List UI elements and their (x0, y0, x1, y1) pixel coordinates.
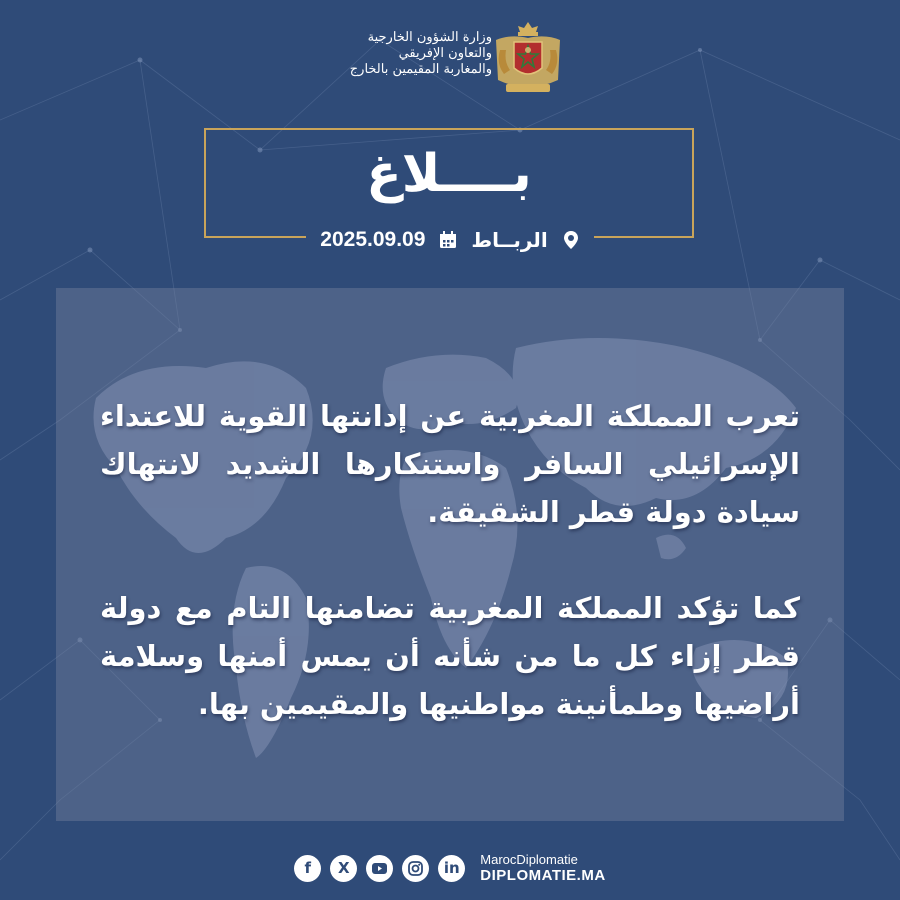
header (0, 18, 900, 98)
meta-inner (306, 228, 593, 252)
morocco-coat-of-arms-icon (492, 20, 564, 98)
ministry-line-3: والمغاربة المقيمين بالخارج (349, 62, 492, 77)
city-text: الربــاط (471, 228, 548, 252)
social-handle[interactable]: MarocDiplomatie (480, 852, 578, 867)
instagram-icon[interactable] (402, 855, 429, 882)
linkedin-icon[interactable]: in (438, 855, 465, 882)
website-link[interactable]: DIPLOMATIE.MA (480, 867, 606, 884)
calendar-icon (439, 230, 457, 250)
page-title: بــــلاغ (366, 144, 532, 204)
statement-paragraph-2: كما تؤكد المملكة المغربية تضامنها التام مع دولة قطر إزاء كل ما من شأنه أن يمس أمنها وسلامة أراضيها وطمأنينة مواطنيها والمقيمين بها. (100, 591, 800, 721)
statement-paragraph-1: تعرب المملكة المغربية عن إدانتها القوية للاعتداء الإسرائيلي السافر واستنكارها الشديد لانتهاك سيادة دولة قطر الشقيقة. (100, 399, 800, 529)
x-twitter-icon[interactable]: X (330, 855, 357, 882)
ministry-line-1: وزارة الشؤون الخارجية (367, 30, 492, 45)
date-text: 2025.09.09 (320, 228, 426, 251)
title-frame (204, 128, 694, 238)
location-pin-icon (562, 230, 580, 250)
ministry-line-2: والتعاون الإفريقي (398, 46, 492, 61)
statement-body (100, 392, 800, 728)
brand-block (480, 852, 605, 884)
facebook-icon[interactable]: f (294, 855, 321, 882)
youtube-icon[interactable] (366, 855, 393, 882)
ministry-name (322, 30, 492, 78)
footer (0, 848, 900, 888)
meta-row (0, 225, 900, 255)
